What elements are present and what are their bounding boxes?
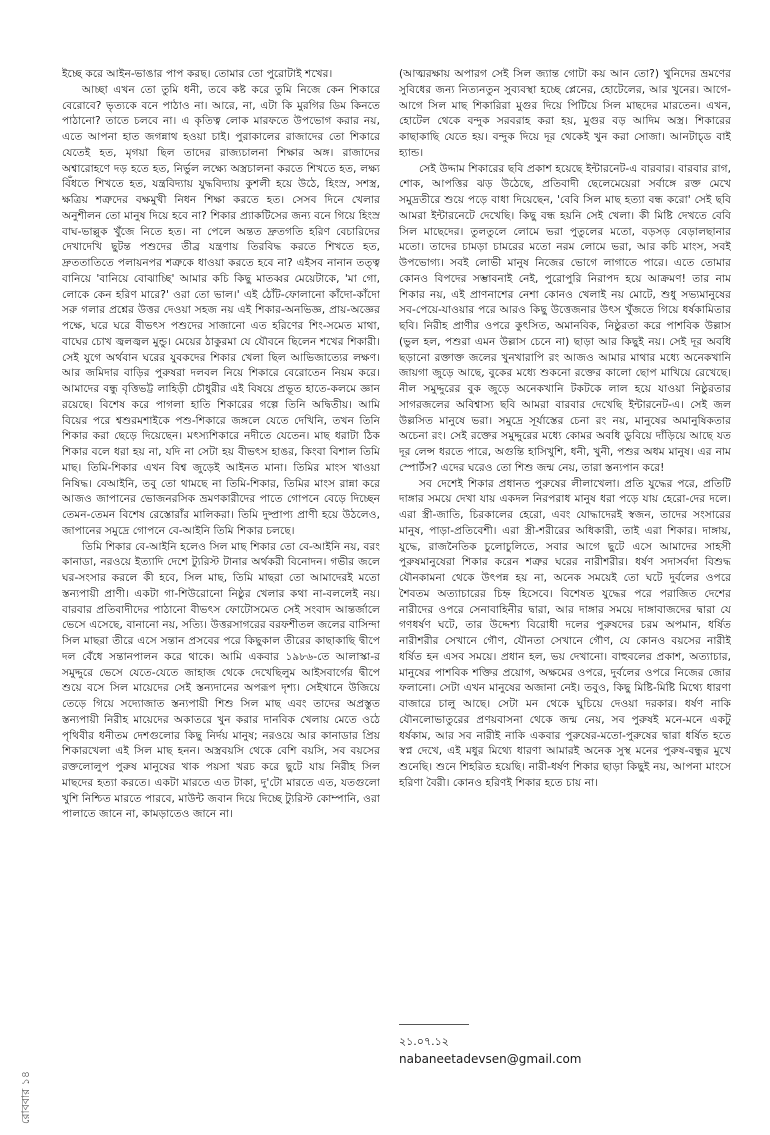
paragraph: সব দেশেই শিকার প্রধানত পুরুষের লীলাখেলা। প্রতি যুদ্ধের পরে, প্রতিটি দাঙ্গার সময়ে দেখা যায় একদল নিরপরাধ মানুষ ধরা পড়ে যায় হেরো-দের দলে। এরা স্ত্রী-জাতি, চিরকালের হেরো, এবং যোদ্ধাদেরই স্বজন, তাদের সংসারের মানুষ, পাড়া-প্রতিবেশী। এরা স্ত্রী-শরীরের অধিকারী, তাই এরা শিকার। দাঙ্গায়, যুদ্ধে, রাজনৈতিক চুলোচুলিতে, সবার আগে ছুটে এসে আমাদের সাহসী পুরুষমানুষেরা শিকার করেন শত্রুর ঘরের নারীশরীর। ধর্ষণ সদাসর্বদা বিশুদ্ধ যৌনকামনা থেকে উৎপন্ন হয় না, অনেক সময়েই তো ঘটে দুর্বলের ওপরে শৈবতম অত্যাচারের চিহ্ন হিসেবে। বিশেষত যুদ্ধের পরে পরাজিত দেশের নারীদের ওপরে সেনাবাহিনীর দ্বারা, আর দাঙ্গার সময়ে দাঙ্গাবাজদের দ্বারা যে গণধর্ষণ ঘটে, তার উদ্দেশ্য বিরোধী দলের পুরুষদের চরম অপমান, ধর্ষিত নারীশরীর সেখানে গৌণ, যৌনতা সেখানে গৌণ, যে কোনও বয়সের নারীই ধর্ষিত হন এসব সময়ে। প্রধান হল, ভয় দেখানো। বাহুবলের প্রকাশ, অত্যাচার, মানুষের পাশবিক শক্তির প্রয়োগ, অক্ষমের ওপরে, দুর্বলের ওপরে নিজের জোর ফলানো। সেটা এখন মানুষের অজানা নেই। তবুও, কিছু মিষ্টি-মিষ্টি মিথ্যে ধারণা বাজারে চালু আছে। সেটা মন থেকে ঘুচিয়ে দেওয়া দরকার। ধর্ষণ নাকি যৌনলোভাতুরের প্রণয়বাসনা থেকে জন্ম নেয়, সব পুরুষই মনে-মনে একটু ধর্ষকাম, আর সব নারীই নাকি একবার পুরুষের-মতো-পুরুষের দ্বারা ধর্ষিত হতে স্বপ্ন দেখে, এই মধুর মিথ্যে ধারণা আমারই অনেক সুস্থ মনের পুরুষ-বন্ধুর মুখে শুনেছি। শুনে শিহরিত হয়েছি। নারী-ধর্ষণ শিকার ছাড়া কিছুই নয়, আপনা মাংসে হরিণা বৈরী। কোনও হরিণই শিকার হতে চায় না।	[399, 476, 731, 789]
right-column	[399, 66, 731, 1026]
paragraph: আচ্ছা এখন তো তুমি ধনী, তবে কষ্ট করে তুমি নিজে কেন শিকারে বেরোবে? ভৃত্যকে বনে পাঠাও না। আরে, না, এটা কি মুরগির ডিম কিনতে পাঠানো? তাতে চলবে না। এ কৃতিত্ব লোক মারফতে উপভোগ করার নয়, এতে আপনা হাত জগন্নাথ হওয়া চাই। পুরাকালের রাজাদের তো শিকারে যেতেই হত, মৃগয়া ছিল তাদের রাজ্যচালনা শিক্ষার অঙ্গ। রাজাদের অশ্বারোহণে দড় হতে হত, নির্ভুল লক্ষ্যে অস্ত্রচালনা করতে শিখতে হত, লক্ষ্য বিঁধতে শিখতে হত, যন্ত্রবিদ্যায় যুদ্ধবিদ্যায় কুশলী হয়ে উঠে, হিংস্র, সশস্ত্র, ক্ষত্রিয় শত্রুদের বক্ষমুখী নিধন শিক্ষা করতে হত। সেসব দিনে খেলার অনুশীলন তো মানুষ দিয়ে হবে না? শিকার প্র্যাকটিসের জন্য বনে গিয়ে হিংস্র বাঘ-ভাল্লুক খুঁজে নিতে হত। না পেলে অন্তত দ্রুতগতি হরিণ বেচারিদের দেখাদেখি ছুটন্ত পশুদের তীব্র যন্ত্রণায় তিরবিদ্ধ করতে শিখতে হত, দ্রুততাতিতে পলায়নপর শত্রুকে ধাওয়া করতে হবে না? এইসব নানান তত্ত্ব বানিয়ে 'বানিয়ে বোঝাচ্ছি' আমার কচি কিছু মাতব্বর মেয়েটাকে, 'মা গো, লোকে কেন হরিণ মারে?' ওরা তো ভাল।' এই ঠোঁট-ফোলানো কাঁদো-কাঁদো সরু গলার প্রশ্নের উত্তর দেওয়া সহজ নয় এই শিকার-অনভিজ্ঞ, প্রায়-অজ্ঞের পক্ষে, ঘরে ঘরে বীভৎস পশুদের সাজানো এত হরিণের শিং-সমেত মাথা, বাঘের চোখ জ্বলজ্বল মুন্ডু। মেয়ের ঠাকুরমা যে যৌবনে ছিলেন শখের শিকারী। সেই যুগে অর্থবান ঘরের যুবকদের শিকার খেলা ছিল আভিজাত্যের লক্ষণ। আর জমিদার বাড়ির পুরুষরা দলবল নিয়ে শিকারে বেরোতেন নিয়ম করে। আমাদের বন্ধু বৃত্তিভট্ট লাহিড়ী চৌধুরীর এই বিষয়ে প্রভূত হাতে-কলমে জ্ঞান রয়েছে। বিশেষ করে পাগলা হাতি শিকারের গল্পে তিনি অদ্বিতীয়। আমি বিয়ের পরে শ্বশুরমশাইকে পশু-শিকারে জঙ্গলে যেতে দেখিনি, তখন তিনি শিকার করা ছেড়ে দিয়েছেন। মৎস্যশিকারে নদীতে যেতেন। মাছ ধরাটা ঠিক শিকার বলে ধরা হয় না, যদি না সেটা হয় বীভৎস হাঙর, কিংবা বিশাল তিমি মাছ। তিমি-শিকার এখন বিশ্ব জুড়েই আইনত মানা। তিমির মাংস খাওয়া নিষিদ্ধ। বেআইনি, তবু তো থামছে না তিমি-শিকার, তিমির মাংস রান্না করে আজও জাপানের ভোজনরসিক ভ্রমণকারীদের পাতে গোপনে বেড়ে দিচ্ছেন তেমন-তেমন বিশেষ রেস্তোরাঁর মালিকরা। তিমি দুষ্প্রাপ্য প্রাণী হয়ে উঠলেও, জাপানের সমুদ্রে গোপনে বে-আইনি তিমি শিকার চলছে।	[62, 82, 380, 537]
paragraph: (আত্মরক্ষায় অপারগ সেই সিল জ্যান্ত গোটা কয় আন তো?) খুনিদের ভ্রমণের সুবিধের জন্য নিত্যনতুন সুব্যবস্থা হচ্ছে প্লেনের, হোটেলের, আর খুনের। আগে-আগে সিল মাছ শিকারিরা মুগুর দিয়ে পিটিয়ে সিল মাছদের মারতেন। এখন, হোটেল থেকে বন্দুক সরবরাহ করা হয়, মুগুর বড় আদিম অস্ত্র। শিকারের কাছাকাছি যেতে হয়। বন্দুক দিয়ে দূর থেকেই খুন করা সোজা। আনটাচ্ড বাই হ্যান্ড।	[399, 67, 731, 159]
signature-divider	[399, 1024, 469, 1025]
author-email[interactable]: nabaneetadevsen@gmail.com	[399, 1052, 582, 1066]
paragraph: সেই উদ্দাম শিকারের ছবি প্রকাশ হয়েছে ইন্টারনেট-এ বারবার। বারবার রাগ, শোক, আপত্তির ঝড় উঠেছে, প্রতিবাদী ছেলেমেয়েরা সর্বাঙ্গে রক্ত মেখে সমুদ্রতীরে শুয়ে পড়ে বাধা দিয়েছেন, 'বেবি সিল মাছ হত্যা বন্ধ করো' সেই ছবি আমরা ইন্টারনেটে দেখেছি। কিছু বন্ধ হয়নি সেই খেলা। কী মিষ্টি দেখতে বেবি সিল মাছেদের। তুলতুলে লোমে ভরা পুতুলের মতো, বড়সড় বেড়ালছানার মতো। তাদের চামড়া চামরের মতো নরম লোমে ভরা, আর কচি মাংস, সবই উপভোগ্য। সবই লোভী মানুষ নিজের ভোগে লাগাতে পারে। এতে তোমার কোনও বিপদের সম্ভাবনাই নেই, পুরোপুরি নিরাপদ হয়ে আক্রমণ! তার নাম শিকার নয়, এই প্রাণনাশের নেশা কোনও খেলাই নয় মোটে, শুধু সভ্যমানুষের সব-পেয়ে-যাওয়ার পরে আরও কিছু উত্তেজনার উৎস খুঁজতে গিয়ে ধর্ষকামিতার ছবি। নিরীহ প্রাণীর ওপরে কুৎসিত, অমানবিক, নিষ্ঠুরতা করে পাশবিক উল্লাস (ভুল হল, পশুরা এমন উল্লাস চেনে না) ছাড়া আর কিছুই নয়। সেই দূর অবধি ছড়ানো রক্তাক্ত জলের খুনখারাপি রং আজও আমার মাথার মধ্যে অনেকখানি জায়গা জুড়ে আছে, বুকের মধ্যে শুকনো রক্তের কালো ছোপ মাখিয়ে রেখেছে। নীল সমুদ্দুরের বুক জুড়ে অনেকখানি টকটকে লাল হয়ে যাওয়া নিষ্ঠুরতার সাগরজলের অবিশ্বাস্য ছবি আমরা বারবার দেখেছি ইন্টারনেট-এ। সেই জল উল্লসিত মানুষে ভরা। সমুদ্রে সূর্যাস্তের চেনা রং নয়, মানুষের অমানুষিকতার অচেনা রং। সেই রক্তের সমুদ্দুরের মধ্যে কোমর অবধি ডুবিয়ে দাঁড়িয়ে আছে যত দূর লেন্স ধরতে পারে, অগুন্তি হাসিখুশি, ধনী, খুনী, পশুর অধম মানুষ। এর নাম স্পোর্টস? এদের ঘরেও তো শিশু জন্ম নেয়, তারা স্তন্যপান করে!	[399, 161, 731, 474]
page-number-label: রোববার ১৪	[18, 1070, 32, 1124]
article-date: ২১.০৭.১২	[399, 1035, 449, 1048]
paragraph: ইচ্ছে করে আইন-ভাঙার পাপ করছ। তোমার তো পুরোটাই শখের।	[62, 67, 333, 80]
paragraph: তিমি শিকার বে-আইনি হলেও সিল মাছ শিকার তো বে-আইনি নয়, বরং কানাডা, নরওয়ে ইত্যাদি দেশে ট্যুরিস্ট টানার অর্থকরী বিনোদন। গভীর জলে ঘর-সংসার করলে কী হবে, সিল মাছ, তিমি মাছরা তো আমাদেরই মতো স্তন্যপায়ী প্রাণী। একটা গা-শিউরোনো নিষ্ঠুর খেলার কথা না-বললেই নয়। বারবার প্রতিবাদীদের পাঠানো বীভৎস ফোটোসমেত সেই সংবাদ আন্তর্জালে ভেসে এসেছে, বানানো নয়, সত্যি। উত্তরসাগরের বরফশীতল জলের বাসিন্দা সিল মাছরা তীরে এসে সন্তান প্রসবের পরে কিছুকাল তীরের কাছাকাছি দ্বীপে দল বেঁধে সন্তানপালন করে থাকে। আমি একবার ১৯৮৬-তে আলাস্কা-র সমুদ্দুরে ভেসে যেতে-যেতে জাহাজ থেকে দেখেছিলুম আইসবার্গের দ্বীপে শুয়ে বসে সিল মায়েদের সেই স্তন্যদানের অপরূপ দৃশ্য। সেইখানে উজিয়ে তেড়ে গিয়ে সদ্যোজাত স্তন্যপায়ী শিশু সিল মাছ এবং তাদের অপ্রস্তুত স্তন্যপায়ী নিরীহ মায়েদের অকাতরে খুন করার দানবিক খেলায় মেতে ওঠে পৃথিবীর ধনীতম দেশগুলোর কিছু নির্দয় মানুষ; নরওয়ে আর কানাডার প্রিয় শিকারখেলা এই সিল মাছ হনন। অস্ত্রবয়সি থেকে বেশি বয়সি, সব বয়সের রক্তলোলুপ পুরুষ মানুষের খাক পয়সা খরচ করে ছুটে যায় নিরীহ সিল মাছদের হত্যা করতে। একটা মারতে এত টাকা, দু'টো মারতে এত, যতগুলো খুশি নিশ্চিত মারতে পারবে, মাউন্ট জবান দিয়ে দিচ্ছে ট্যুরিস্ট কোম্পানি, ওরা পালাতে জানে না, কামড়াতেও জানে না।	[62, 539, 380, 821]
page-side-label	[20, 1068, 32, 1126]
left-column	[62, 66, 380, 1118]
